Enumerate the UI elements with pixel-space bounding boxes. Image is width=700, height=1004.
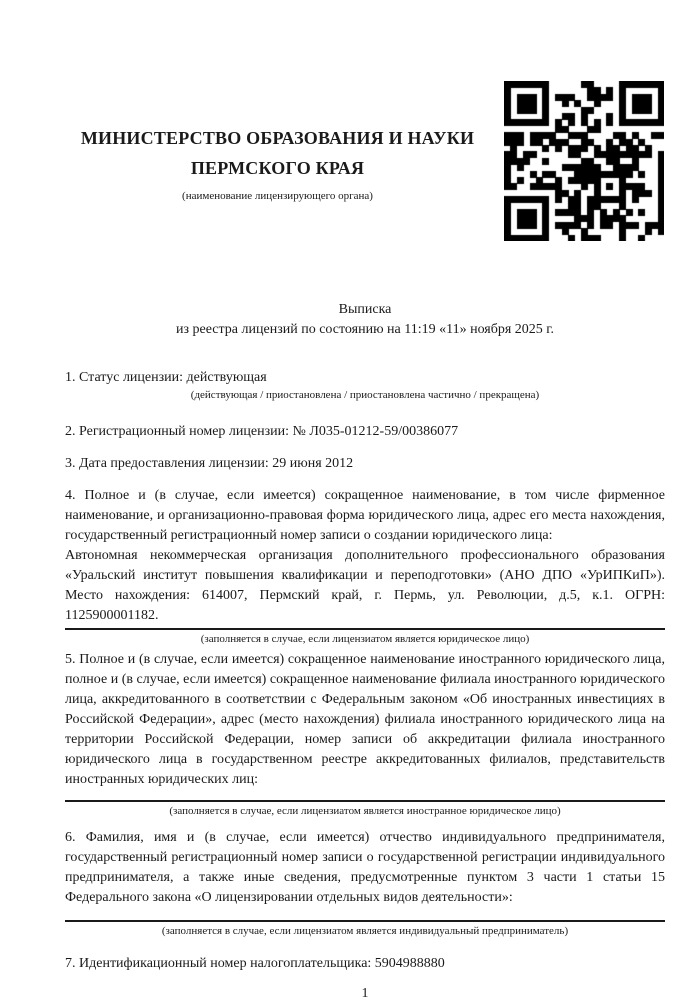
item-legal-entity: [65, 486, 665, 646]
item-license-status-caption: (действующая / приостановлена / приостановлена частично / прекращена): [190, 389, 540, 401]
page-number: 1: [361, 986, 369, 1001]
licensing-authority-header: [40, 123, 515, 203]
item-foreign-entity: [65, 650, 665, 818]
item-taxpayer-number: 7. Идентификационный номер налогоплательщика: 5904988880: [65, 956, 445, 971]
ministry-name: [40, 123, 515, 183]
document-title: [65, 300, 665, 340]
item-individual-entrepreneur-label: 6. Фамилия, имя и (в случае, если имеется) отчество индивидуального предпринимателя, государственный регистрационный номер записи о государственной регистрации индивидуального предпринимателя, а также иные сведения, предусмотренные пунктом 3 части 1 статьи 15 Федерального закона «О лицензировании отдельных видов деятельности»:: [65, 830, 665, 905]
document-title-line1: Выписка: [338, 302, 392, 317]
item-individual-entrepreneur-caption: (заполняется в случае, если лицензиатом является индивидуальный предприниматель): [161, 925, 569, 937]
item-foreign-entity-caption: (заполняется в случае, если лицензиатом является иностранное юридическое лицо): [169, 805, 561, 817]
item-legal-entity-label: 4. Полное и (в случае, если имеется) сокращенное наименование, в том числе фирменное наименование, и организационно-правовая форма юридического лица, адрес его места нахождения, государственный регистрационный номер записи о создании юридического лица:: [65, 488, 665, 543]
item-foreign-entity-label: 5. Полное и (в случае, если имеется) сокращенное наименование иностранного юридического лица, полное и (в случае, если имеется) сокращенное наименование филиала иностранного юридического лица, аккредитованного в соответствии с Федеральным законом «Об иностранных инвестициях в Российской Федерации», адрес (место нахождения) филиала иностранного юридического лица на территории Российской Федерации, номер записи об аккредитации филиала иностранного юридического лица в государственном реестре аккредитованных филиалов, представительств иностранных юридических лиц:: [65, 652, 665, 787]
document-body: [65, 300, 665, 1004]
qr-code-icon: [504, 81, 664, 241]
item-license-grant-date: 3. Дата предоставления лицензии: 29 июня 2012: [65, 456, 354, 471]
ministry-name-line2: ПЕРМСКОГО КРАЯ: [190, 158, 365, 178]
document-title-line2: из реестра лицензий по состоянию на 11:19 «11» ноября 2025 г.: [176, 322, 554, 337]
item-legal-entity-caption: (заполняется в случае, если лицензиатом является юридическое лицо): [200, 633, 530, 645]
fill-in-rule-foreign-entity: [65, 800, 665, 802]
item-legal-entity-value: Автономная некоммерческая организация дополнительного профессионального образования «Уральский институт повышения квалификации и переподготовки» (АНО ДПО «УрИПКиП»). Место нахождения: 614007, Пермский край, г. Пермь, ул. Революции, д.5, к.1. ОГРН: 1125900001182.: [65, 546, 665, 630]
item-individual-entrepreneur: [65, 828, 665, 938]
ministry-caption: (наименование лицензирующего органа): [182, 190, 373, 202]
item-registration-number: 2. Регистрационный номер лицензии: № Л035-01212-59/00386077: [65, 424, 459, 439]
item-license-status: 1. Статус лицензии: действующая: [65, 370, 267, 385]
ministry-name-line1: МИНИСТЕРСТВО ОБРАЗОВАНИЯ И НАУКИ: [80, 128, 475, 148]
fill-in-rule-individual-entrepreneur: [65, 920, 665, 922]
